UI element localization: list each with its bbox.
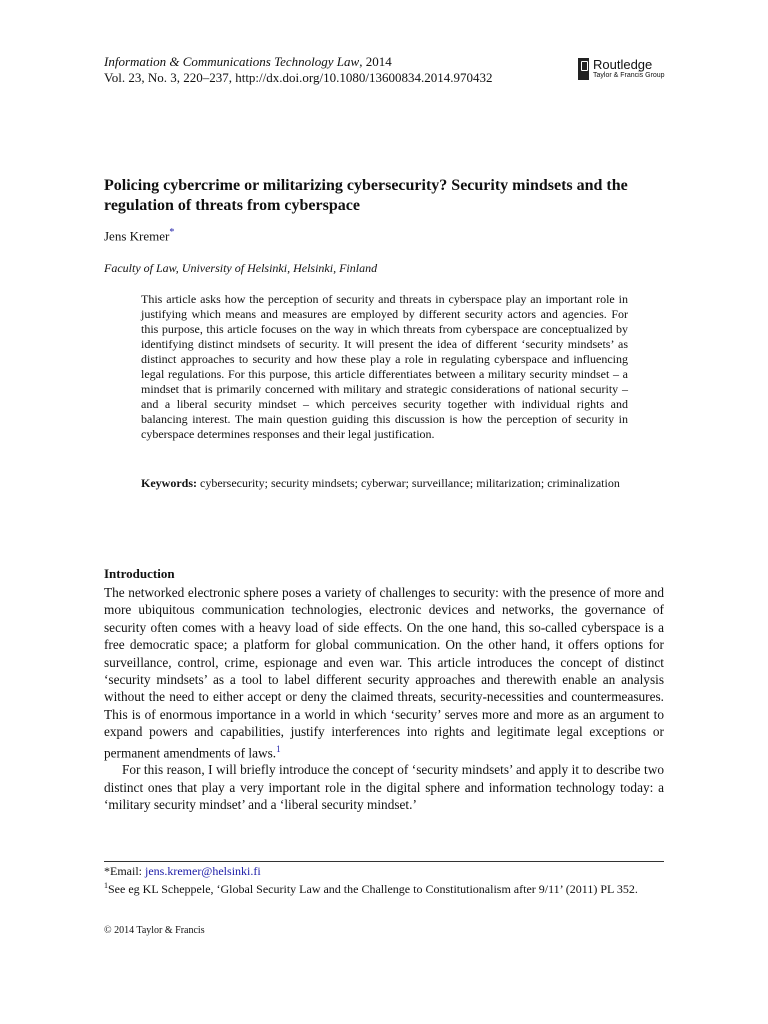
intro-paragraph-1	[104, 584, 664, 761]
affiliation: Faculty of Law, University of Helsinki, Helsinki, Finland	[104, 261, 378, 275]
footnote-divider	[104, 861, 664, 862]
article-title: Policing cybercrime or militarizing cybersecurity? Security mindsets and the regulation of threats from cyberspace	[104, 177, 628, 214]
introduction-body	[104, 584, 664, 814]
email-label: *Email:	[104, 864, 145, 878]
publisher-subtitle: Taylor & Francis Group	[593, 72, 665, 79]
author-line	[104, 225, 174, 244]
journal-citation[interactable]: Vol. 23, No. 3, 220–237, http://dx.doi.org/10.1080/13600834.2014.970432	[104, 70, 493, 85]
section-heading-introduction: Introduction	[104, 566, 175, 581]
intro-paragraph-1-text: The networked electronic sphere poses a variety of challenges to security: with the presence of more and more ubiquitous communication technologies, electronic devices and networks, the governance of security often comes with a heavy load of side effects. On the one hand, this so-called cyberspace is a free democratic space; a platform for global communication. On the other hand, it offers options for surveillance, control, crime, espionage and even war. This article introduces the concept of distinct ‘security mindsets’ as a tool to label different security approaches and therewith enable an analysis without the need to either accept or deny the claimed threats, security-necessities and countermeasures. This is of enormous importance in a world in which ‘security’ serves more and more as an argument to expand powers and capabilities, justify interferences into rights and legitimate legal exceptions or permanent amendments of laws.	[104, 585, 664, 761]
intro-paragraph-2: For this reason, I will briefly introduce the concept of ‘security mindsets’ and apply it to describe two distinct ones that play a very important role in the digital sphere and information technology today: a ‘military security mindset’ and a ‘liberal security mindset.’	[104, 762, 664, 813]
footnote-1-mark: 1	[104, 881, 108, 890]
author-footnote-link[interactable]: *	[169, 227, 175, 238]
footnote-ref-1[interactable]: 1	[276, 743, 281, 754]
journal-title-line	[104, 54, 492, 70]
journal-name: Information & Communications Technology Law	[104, 54, 360, 69]
routledge-logo-icon	[578, 58, 589, 80]
email-link[interactable]: jens.kremer@helsinki.fi	[145, 864, 261, 878]
author-name: Jens Kremer	[104, 228, 170, 244]
copyright: © 2014 Taylor & Francis	[104, 925, 205, 936]
footnote-1-text: See eg KL Scheppele, ‘Global Security Law and the Challenge to Constitutionalism after 9/11’ (2011) PL 352.	[108, 882, 638, 896]
keywords-label: Keywords:	[141, 476, 197, 490]
abstract: This article asks how the perception of security and threats in cyberspace play an important role in justifying which means and measures are employed by different security actors and agencies. For this purpose, this article focuses on the way in which threats from cyberspace are conceptualized by identifying distinct mindsets of security. It will present the idea of different ‘security mindsets’ as distinct approaches to security and how these play a role in regulating cyberspace and influencing legal regulations. For this purpose, this article differentiates between a military security mindset – a mindset that is primarily concerned with military and strategic considerations of national security – and a liberal security mindset – which perceives security together with individual rights and balancing interest. The main question guiding this discussion is how the perception of security in cyberspace determines responses and their legal justification.	[141, 292, 628, 441]
journal-header	[104, 54, 492, 86]
publisher-name: Routledge	[593, 57, 653, 72]
keywords	[141, 476, 628, 491]
footnote-email	[104, 864, 261, 878]
keywords-list: cybersecurity; security mindsets; cyberwar; surveillance; militarization; criminalization	[200, 476, 620, 490]
publisher-logo	[578, 58, 688, 82]
journal-year: , 2014	[359, 54, 392, 69]
footnote-1	[104, 879, 664, 896]
